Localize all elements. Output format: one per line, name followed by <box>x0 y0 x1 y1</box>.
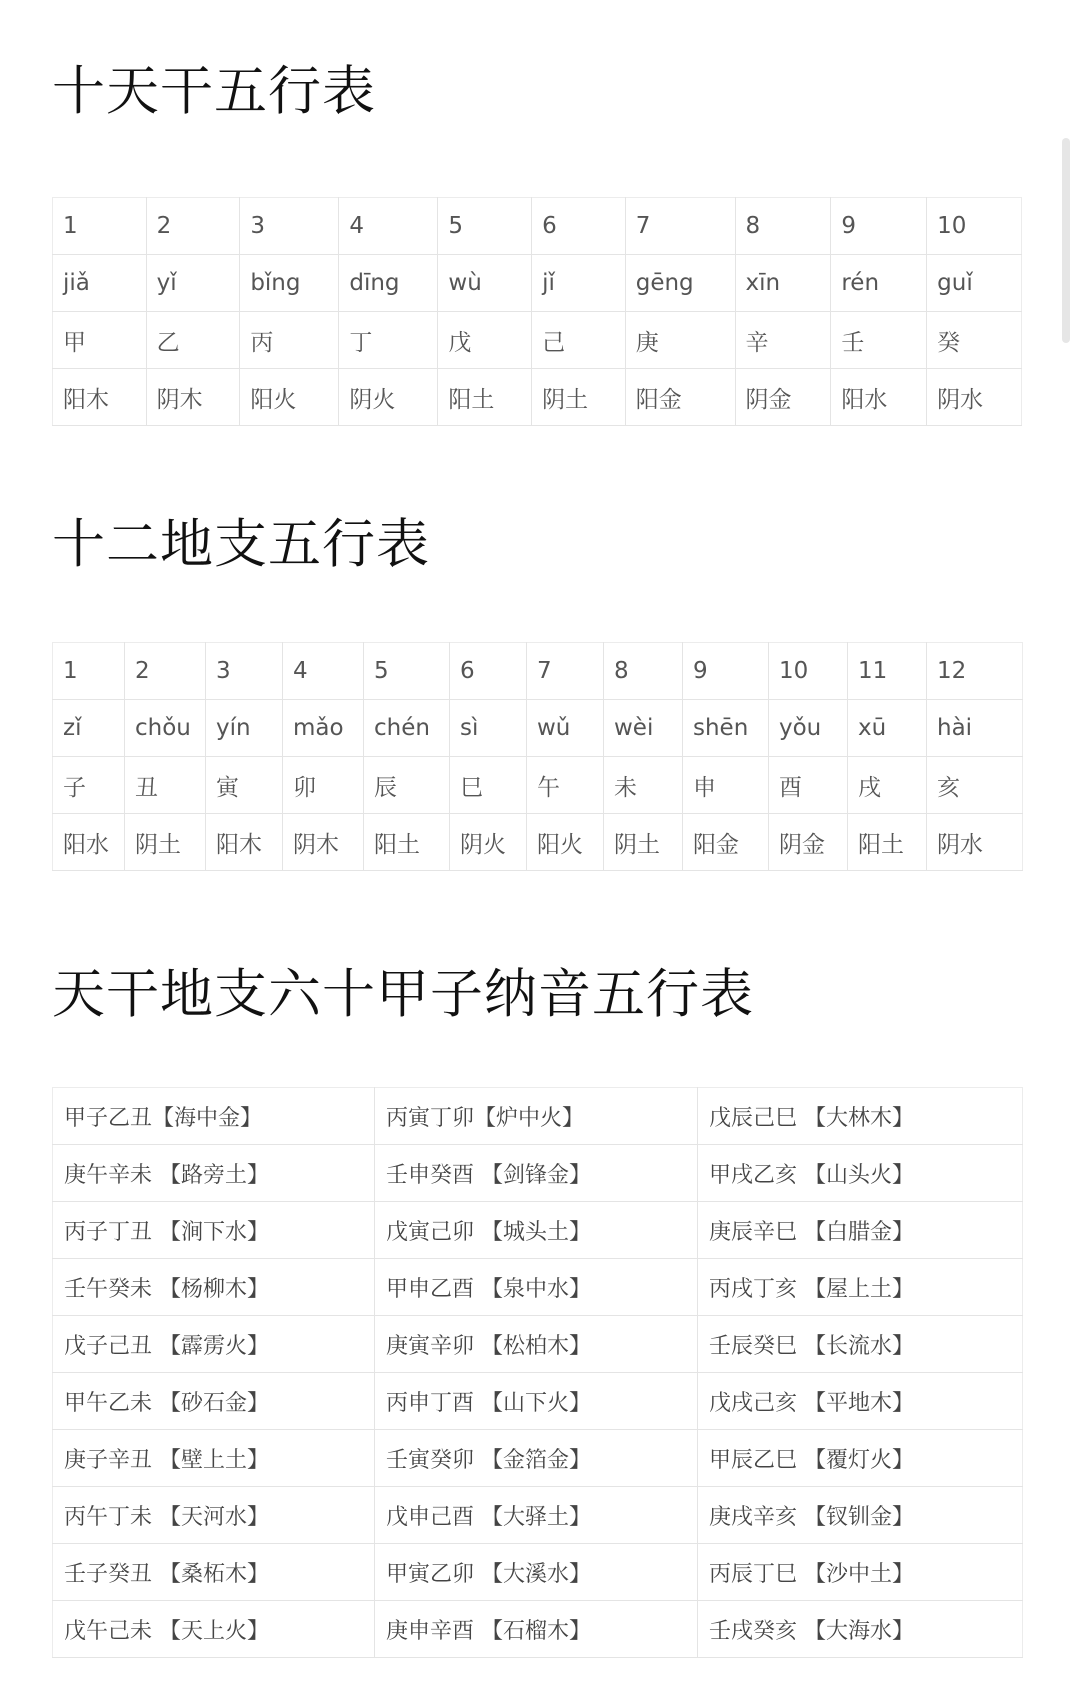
nayin-row <box>53 1601 1023 1658</box>
nayin-row <box>53 1316 1023 1373</box>
dizhi-number-cell: 5 <box>364 643 450 700</box>
dizhi-element-cell: 阴火 <box>450 814 527 871</box>
dizhi-pinyin-cell: chén <box>364 700 450 757</box>
dizhi-char-cell: 巳 <box>450 757 527 814</box>
dizhi-pinyin-cell: zǐ <box>53 700 125 757</box>
nayin-cell: 庚午辛未 【路旁土】 <box>53 1145 375 1202</box>
nayin-table <box>52 1087 1023 1658</box>
tiangan-element-cell: 阴土 <box>532 369 626 426</box>
tiangan-pinyin-cell: bǐng <box>240 255 339 312</box>
nayin-cell: 甲子乙丑【海中金】 <box>53 1088 375 1145</box>
nayin-cell: 壬辰癸巳 【长流水】 <box>698 1316 1023 1373</box>
tiangan-char-cell: 甲 <box>53 312 147 369</box>
dizhi-char-cell: 戌 <box>848 757 927 814</box>
nayin-cell: 甲辰乙巳 【覆灯火】 <box>698 1430 1023 1487</box>
tiangan-element-cell: 阳水 <box>831 369 927 426</box>
dizhi-char-cell: 子 <box>53 757 125 814</box>
dizhi-element-cell: 阳水 <box>53 814 125 871</box>
nayin-row <box>53 1487 1023 1544</box>
tiangan-element-cell: 阴木 <box>146 369 240 426</box>
nayin-row <box>53 1259 1023 1316</box>
nayin-cell: 丙子丁丑 【涧下水】 <box>53 1202 375 1259</box>
nayin-row <box>53 1202 1023 1259</box>
tiangan-number-cell: 10 <box>927 198 1022 255</box>
dizhi-element-cell: 阴土 <box>604 814 683 871</box>
nayin-cell: 丙戌丁亥 【屋上土】 <box>698 1259 1023 1316</box>
tiangan-pinyin-cell: guǐ <box>927 255 1022 312</box>
nayin-cell: 甲午乙未 【砂石金】 <box>53 1373 375 1430</box>
nayin-cell: 庚寅辛卯 【松柏木】 <box>375 1316 698 1373</box>
tiangan-row-number <box>53 198 1022 255</box>
dizhi-number-cell: 7 <box>527 643 604 700</box>
dizhi-char-cell: 未 <box>604 757 683 814</box>
dizhi-number-cell: 11 <box>848 643 927 700</box>
dizhi-pinyin-cell: shēn <box>683 700 769 757</box>
dizhi-table <box>52 642 1023 871</box>
nayin-cell: 戊申己酉 【大驿土】 <box>375 1487 698 1544</box>
dizhi-number-cell: 1 <box>53 643 125 700</box>
tiangan-char-cell: 乙 <box>146 312 240 369</box>
dizhi-char-cell: 申 <box>683 757 769 814</box>
dizhi-number-cell: 9 <box>683 643 769 700</box>
dizhi-number-cell: 2 <box>125 643 206 700</box>
tiangan-char-cell: 丁 <box>339 312 438 369</box>
tiangan-number-cell: 8 <box>735 198 831 255</box>
nayin-cell: 戊戌己亥 【平地木】 <box>698 1373 1023 1430</box>
nayin-row <box>53 1373 1023 1430</box>
nayin-cell: 甲寅乙卯 【大溪水】 <box>375 1544 698 1601</box>
dizhi-number-cell: 3 <box>206 643 283 700</box>
tiangan-char-cell: 壬 <box>831 312 927 369</box>
dizhi-char-cell: 寅 <box>206 757 283 814</box>
tiangan-table <box>52 197 1022 426</box>
nayin-cell: 壬申癸酉 【剑锋金】 <box>375 1145 698 1202</box>
tiangan-row-element <box>53 369 1022 426</box>
tiangan-element-cell: 阴金 <box>735 369 831 426</box>
dizhi-pinyin-cell: wǔ <box>527 700 604 757</box>
nayin-cell: 戊午己未 【天上火】 <box>53 1601 375 1658</box>
dizhi-element-cell: 阳火 <box>527 814 604 871</box>
dizhi-element-cell: 阳土 <box>848 814 927 871</box>
dizhi-number-cell: 10 <box>769 643 848 700</box>
tiangan-pinyin-cell: yǐ <box>146 255 240 312</box>
nayin-cell: 丙申丁酉 【山下火】 <box>375 1373 698 1430</box>
nayin-cell: 壬午癸未 【杨柳木】 <box>53 1259 375 1316</box>
tiangan-number-cell: 9 <box>831 198 927 255</box>
dizhi-row-char <box>53 757 1023 814</box>
tiangan-element-cell: 阳金 <box>625 369 735 426</box>
nayin-cell: 丙寅丁卯【炉中火】 <box>375 1088 698 1145</box>
dizhi-element-cell: 阳金 <box>683 814 769 871</box>
dizhi-heading: 十二地支五行表 <box>52 514 430 575</box>
dizhi-element-cell: 阴水 <box>927 814 1023 871</box>
tiangan-pinyin-cell: jiǎ <box>53 255 147 312</box>
tiangan-element-cell: 阴火 <box>339 369 438 426</box>
tiangan-row-pinyin <box>53 255 1022 312</box>
tiangan-number-cell: 6 <box>532 198 626 255</box>
dizhi-pinyin-cell: mǎo <box>283 700 364 757</box>
tiangan-element-cell: 阳火 <box>240 369 339 426</box>
nayin-cell: 壬寅癸卯 【金箔金】 <box>375 1430 698 1487</box>
dizhi-element-cell: 阴金 <box>769 814 848 871</box>
tiangan-char-cell: 癸 <box>927 312 1022 369</box>
nayin-cell: 甲申乙酉 【泉中水】 <box>375 1259 698 1316</box>
dizhi-char-cell: 卯 <box>283 757 364 814</box>
dizhi-pinyin-cell: wèi <box>604 700 683 757</box>
tiangan-pinyin-cell: gēng <box>625 255 735 312</box>
tiangan-row-char <box>53 312 1022 369</box>
dizhi-number-cell: 6 <box>450 643 527 700</box>
dizhi-element-cell: 阳木 <box>206 814 283 871</box>
nayin-cell: 庚申辛酉 【石榴木】 <box>375 1601 698 1658</box>
nayin-cell: 戊子己丑 【霹雳火】 <box>53 1316 375 1373</box>
tiangan-number-cell: 5 <box>438 198 532 255</box>
dizhi-char-cell: 辰 <box>364 757 450 814</box>
nayin-cell: 丙辰丁巳 【沙中土】 <box>698 1544 1023 1601</box>
tiangan-char-cell: 庚 <box>625 312 735 369</box>
tiangan-pinyin-cell: rén <box>831 255 927 312</box>
nayin-cell: 庚辰辛巳 【白腊金】 <box>698 1202 1023 1259</box>
tiangan-pinyin-cell: xīn <box>735 255 831 312</box>
dizhi-pinyin-cell: yín <box>206 700 283 757</box>
tiangan-element-cell: 阴水 <box>927 369 1022 426</box>
dizhi-pinyin-cell: chǒu <box>125 700 206 757</box>
dizhi-row-pinyin <box>53 700 1023 757</box>
nayin-cell: 壬戌癸亥 【大海水】 <box>698 1601 1023 1658</box>
dizhi-char-cell: 丑 <box>125 757 206 814</box>
dizhi-char-cell: 午 <box>527 757 604 814</box>
tiangan-number-cell: 2 <box>146 198 240 255</box>
tiangan-pinyin-cell: wù <box>438 255 532 312</box>
nayin-row <box>53 1430 1023 1487</box>
nayin-row <box>53 1544 1023 1601</box>
dizhi-pinyin-cell: sì <box>450 700 527 757</box>
dizhi-number-cell: 12 <box>927 643 1023 700</box>
tiangan-char-cell: 辛 <box>735 312 831 369</box>
nayin-row <box>53 1088 1023 1145</box>
nayin-cell: 丙午丁未 【天河水】 <box>53 1487 375 1544</box>
nayin-cell: 戊寅己卯 【城头土】 <box>375 1202 698 1259</box>
dizhi-number-cell: 8 <box>604 643 683 700</box>
dizhi-element-cell: 阳土 <box>364 814 450 871</box>
nayin-cell: 壬子癸丑 【桑柘木】 <box>53 1544 375 1601</box>
dizhi-pinyin-cell: xū <box>848 700 927 757</box>
tiangan-char-cell: 丙 <box>240 312 339 369</box>
dizhi-char-cell: 酉 <box>769 757 848 814</box>
tiangan-number-cell: 3 <box>240 198 339 255</box>
nayin-row <box>53 1145 1023 1202</box>
scrollbar[interactable] <box>1062 138 1070 343</box>
tiangan-number-cell: 1 <box>53 198 147 255</box>
dizhi-row-element <box>53 814 1023 871</box>
tiangan-heading: 十天干五行表 <box>52 61 376 122</box>
tiangan-number-cell: 4 <box>339 198 438 255</box>
tiangan-number-cell: 7 <box>625 198 735 255</box>
dizhi-element-cell: 阴土 <box>125 814 206 871</box>
dizhi-number-cell: 4 <box>283 643 364 700</box>
tiangan-element-cell: 阳木 <box>53 369 147 426</box>
tiangan-element-cell: 阳土 <box>438 369 532 426</box>
tiangan-pinyin-cell: jǐ <box>532 255 626 312</box>
nayin-cell: 庚戌辛亥 【钗钏金】 <box>698 1487 1023 1544</box>
dizhi-char-cell: 亥 <box>927 757 1023 814</box>
tiangan-pinyin-cell: dīng <box>339 255 438 312</box>
nayin-heading: 天干地支六十甲子纳音五行表 <box>52 964 754 1025</box>
nayin-cell: 甲戌乙亥 【山头火】 <box>698 1145 1023 1202</box>
tiangan-char-cell: 戊 <box>438 312 532 369</box>
dizhi-pinyin-cell: hài <box>927 700 1023 757</box>
dizhi-row-number <box>53 643 1023 700</box>
nayin-cell: 庚子辛丑 【壁上土】 <box>53 1430 375 1487</box>
tiangan-char-cell: 己 <box>532 312 626 369</box>
nayin-cell: 戊辰己巳 【大林木】 <box>698 1088 1023 1145</box>
dizhi-element-cell: 阴木 <box>283 814 364 871</box>
dizhi-pinyin-cell: yǒu <box>769 700 848 757</box>
